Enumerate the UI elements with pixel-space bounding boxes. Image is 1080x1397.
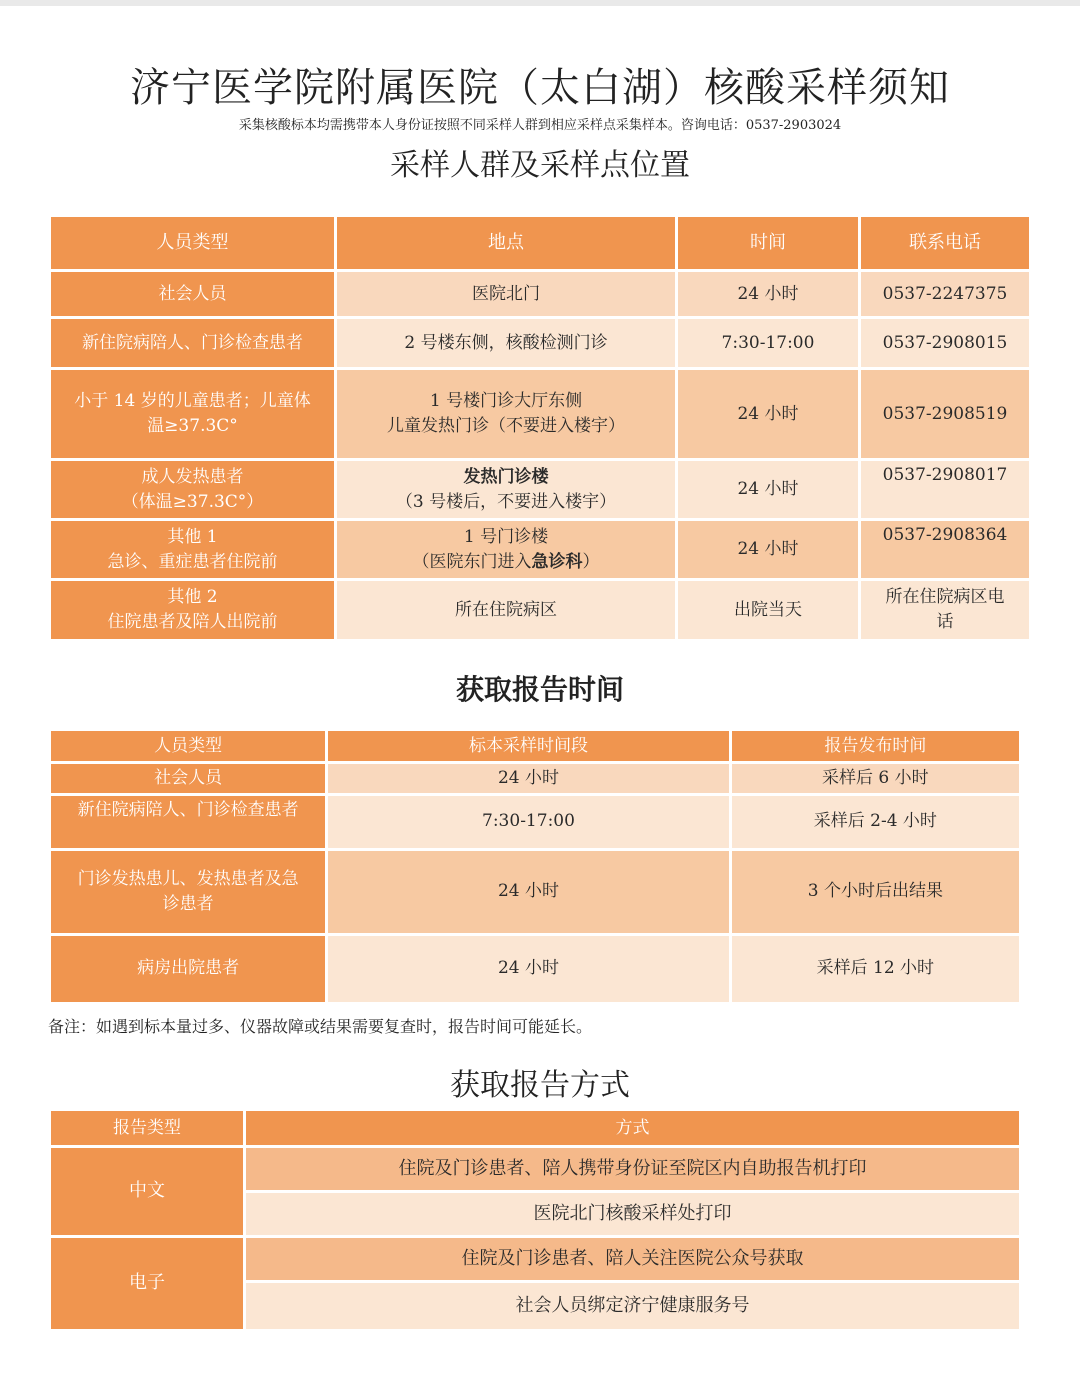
cell-line: 小于 14 岁的儿童患者；儿童体 <box>74 391 311 412</box>
cell-release: 采样后 6 小时 <box>732 764 1019 793</box>
header-method: 方式 <box>246 1111 1019 1145</box>
cell-line: 诊患者 <box>162 893 214 914</box>
cell-line: （体温≥37.3C°） <box>121 491 264 512</box>
header-report-type: 报告类型 <box>51 1111 243 1145</box>
cell-type <box>51 581 334 639</box>
header-time: 时间 <box>678 217 858 269</box>
report-time-note: 备注：如遇到标本量过多、仪器故障或结果需要复查时，报告时间可能延长。 <box>48 1017 593 1036</box>
top-bar <box>0 0 1080 6</box>
page-title: 济宁医学院附属医院（太白湖）核酸采样须知 <box>130 65 950 111</box>
table-row <box>51 272 1029 316</box>
cell-line: （3 号楼后，不要进入楼宇） <box>395 491 617 512</box>
cell-type: 新住院病陪人、门诊检查患者 <box>51 319 334 367</box>
cell-time: 24 小时 <box>678 521 858 578</box>
page-subtitle: 采集核酸标本均需携带本人身份证按照不同采样人群到相应采样点采集样本。咨询电话：0537-2903024 <box>238 118 842 133</box>
cell-time: 出院当天 <box>678 581 858 639</box>
cell-line: 住院患者及陪人出院前 <box>107 612 278 632</box>
cell-line: 成人发热患者 <box>141 466 244 487</box>
cell-place: 所在住院病区 <box>337 581 675 639</box>
section2-title: 获取报告时间 <box>455 673 624 706</box>
cell-report-type: 中文 <box>51 1148 243 1235</box>
cell-line: 话 <box>936 612 954 632</box>
cell-method: 医院北门核酸采样处打印 <box>246 1193 1019 1235</box>
cell-line: 1 号门诊楼 <box>463 526 549 547</box>
cell-phone: 0537-2908364 <box>861 521 1029 578</box>
cell-text: ） <box>582 551 600 572</box>
cell-text-bold: 急诊科 <box>531 551 583 572</box>
cell-line: 发热门诊楼 <box>463 466 549 487</box>
cell-phone: 0537-2908015 <box>861 319 1029 367</box>
table-row <box>51 936 1019 1002</box>
section1-title: 采样人群及采样点位置 <box>390 148 690 183</box>
header-place: 地点 <box>337 217 675 269</box>
cell-place <box>337 370 675 458</box>
table-row <box>51 1148 1019 1190</box>
cell-place: 2 号楼东侧，核酸检测门诊 <box>337 319 675 367</box>
cell-line: 儿童发热门诊（不要进入楼宇） <box>387 416 625 436</box>
cell-report-type: 电子 <box>51 1238 243 1329</box>
cell-time: 7:30-17:00 <box>678 319 858 367</box>
table-row <box>51 370 1029 458</box>
cell-phone: 0537-2908519 <box>861 370 1029 458</box>
cell-time: 24 小时 <box>678 272 858 316</box>
cell-line: 温≥37.3C° <box>147 416 238 436</box>
cell-place <box>337 521 675 578</box>
cell-method: 住院及门诊患者、陪人携带身份证至院区内自助报告机打印 <box>246 1148 1019 1190</box>
table-row <box>51 851 1019 933</box>
section3-title: 获取报告方式 <box>450 1068 630 1103</box>
cell-type: 新住院病陪人、门诊检查患者 <box>51 796 325 848</box>
cell-type: 社会人员 <box>51 272 334 316</box>
cell-place: 医院北门 <box>337 272 675 316</box>
cell-phone: 0537-2908017 <box>861 461 1029 518</box>
cell-line: 所在住院病区电 <box>885 587 1005 608</box>
cell-period: 24 小时 <box>328 764 728 793</box>
cell-type: 病房出院患者 <box>51 936 325 1002</box>
cell-method: 社会人员绑定济宁健康服务号 <box>246 1283 1019 1329</box>
cell-period: 7:30-17:00 <box>328 796 728 848</box>
header-type: 人员类型 <box>51 217 334 269</box>
cell-line: 其他 1 <box>167 526 218 547</box>
cell-method: 住院及门诊患者、陪人关注医院公众号获取 <box>246 1238 1019 1280</box>
cell-type <box>51 521 334 578</box>
cell-line: 急诊、重症患者住院前 <box>107 551 278 572</box>
sampling-locations-table <box>48 214 1032 642</box>
table-row <box>51 764 1019 793</box>
table-row <box>51 581 1029 639</box>
cell-type <box>51 370 334 458</box>
table-row <box>51 521 1029 578</box>
header-release: 报告发布时间 <box>732 731 1019 761</box>
header-type: 人员类型 <box>51 731 325 761</box>
cell-phone <box>861 581 1029 639</box>
table-row <box>51 319 1029 367</box>
table-row <box>51 461 1029 518</box>
table-row <box>51 1238 1019 1280</box>
cell-release: 采样后 12 小时 <box>732 936 1019 1002</box>
cell-line: 门诊发热患儿、发热患者及急 <box>77 869 299 889</box>
header-phone: 联系电话 <box>861 217 1029 269</box>
cell-type: 社会人员 <box>51 764 325 793</box>
cell-release: 采样后 2-4 小时 <box>732 796 1019 848</box>
cell-place <box>337 461 675 518</box>
cell-text: （医院东门进入 <box>412 551 532 572</box>
cell-type <box>51 461 334 518</box>
cell-line: 其他 2 <box>167 587 218 608</box>
cell-period: 24 小时 <box>328 936 728 1002</box>
report-time-table <box>48 728 1022 1005</box>
table-row <box>51 796 1019 848</box>
cell-type <box>51 851 325 933</box>
cell-line: 1 号楼门诊大厅东侧 <box>429 391 583 412</box>
report-method-table <box>48 1108 1022 1332</box>
header-period: 标本采样时间段 <box>328 731 728 761</box>
cell-line <box>341 550 671 575</box>
cell-time: 24 小时 <box>678 370 858 458</box>
cell-phone: 0537-2247375 <box>861 272 1029 316</box>
cell-release: 3 个小时后出结果 <box>732 851 1019 933</box>
cell-period: 24 小时 <box>328 851 728 933</box>
cell-time: 24 小时 <box>678 461 858 518</box>
